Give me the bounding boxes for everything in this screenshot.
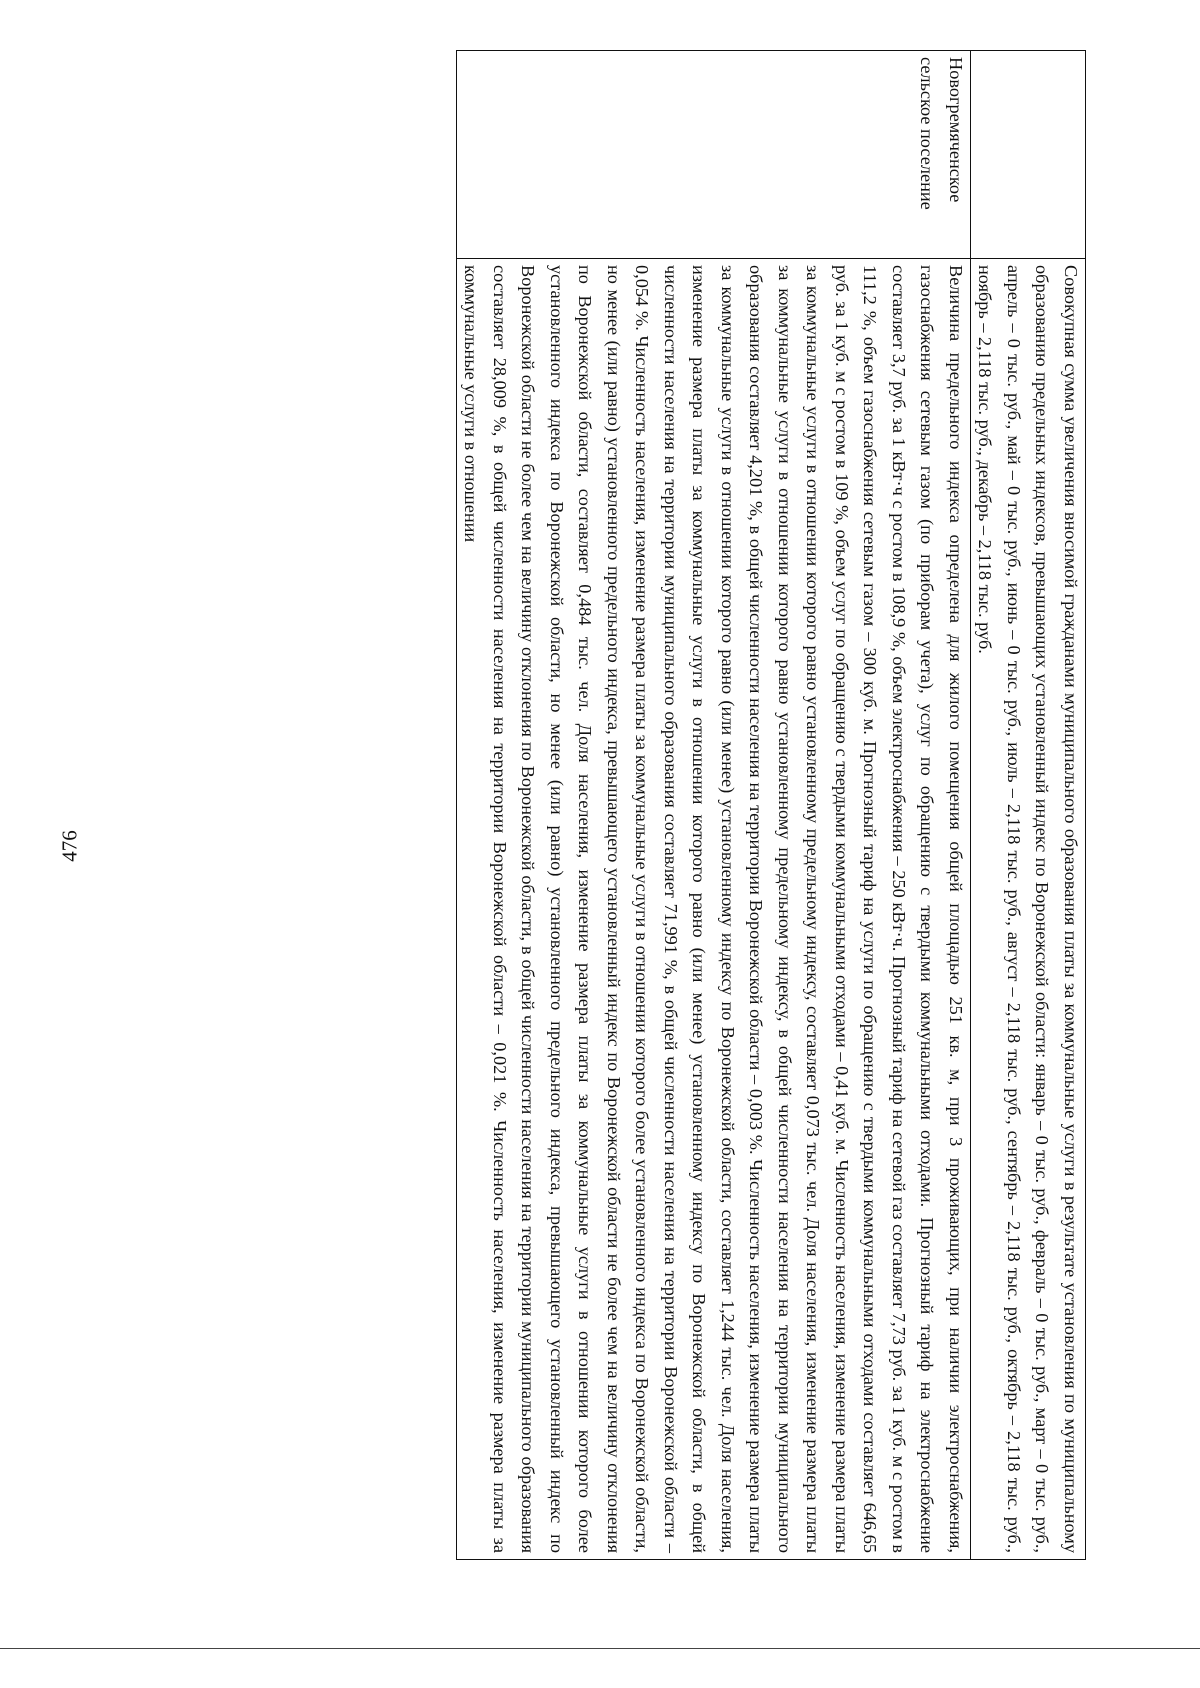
- description-cell: Совокупная сумма увеличения вносимой гражданами муниципального образования платы за коммунальные услуги в результате установления по муниципальному образованию предельных индексов, превышающих установленный индекс по Воронежской области: январь – 0 тыс. руб., февраль – 0 тыс. руб., март – 0 тыс. руб., апрель – 0 тыс. руб., май – 0 тыс. руб., июнь – 0 тыс. руб., июль – 2,118 тыс. руб., август – 2,118 тыс. руб., сентябрь – 2,118 тыс. руб., октябрь – 2,118 тыс. руб., ноябрь – 2,118 тыс. руб., декабрь – 2,118 тыс. руб.: [971, 259, 1086, 1560]
- page-number: 476: [57, 830, 82, 862]
- municipality-cell: [971, 51, 1086, 259]
- municipality-cell: Новогремяченское сельское поселение: [457, 51, 971, 259]
- table-row: [457, 51, 971, 1560]
- page-edge-divider: [0, 1648, 1200, 1649]
- description-cell: Величина предельного индекса определена для жилого помещения общей площадью 251 кв. м, при 3 проживающих, при наличии электроснабжения, газоснабжения сетевым газом (по приборам учета), услуг по обращению с твердыми коммунальными отходами. Прогнозный тариф на электроснабжение составляет 3,7 руб. за 1 кВт·ч с ростом в 108,9 %, объем электроснабжения – 250 кВт·ч. Прогнозный тариф на сетевой газ составляет 7,73 руб. за 1 куб. м с ростом в 111,2 %, объем газоснабжения сетевым газом – 300 куб. м. Прогнозный тариф на услуги по обращению с твердыми коммунальными отходами составляет 646,65 руб. за 1 куб. м с ростом в 109 %, объем услуг по обращению с твердыми коммунальными отходами – 0,41 куб. м. Численность населения, изменение размера платы за коммунальные услуги в отношении которого равно установленному предельному индексу, составляет 0,073 тыс. чел. Доля населения, изменение размера платы за коммунальные услуги в отношении которого равно установленному предельному индексу, в общей численности населения на территории муниципального образования составляет 4,201 %, в общей численности населения на территории Воронежской области – 0,003 %. Численность населения, изменение размера платы за коммунальные услуги в отношении которого равно (или менее) установленному индексу по Воронежской области, составляет 1,244 тыс. чел. Доля населения, изменение размера платы за коммунальные услуги в отношении которого равно (или менее) установленному индексу по Воронежской области, в общей численности населения на территории муниципального образования составляет 71,991 %, в общей численности населения на территории Воронежской области – 0,054 %. Численность населения, изменение размера платы за коммунальные услуги в отношении которого более установленного индекса по Воронежской области, но менее (или равно) установленного предельного индекса, превышающего установленный индекс по Воронежской области не более чем на величину отклонения по Воронежской области, составляет 0,484 тыс. чел. Доля населения, изменение размера платы за коммунальные услуги в отношении которого более установленного индекса по Воронежской области, но менее (или равно) установленного предельного индекса, превышающего установленный индекс по Воронежской области не более чем на величину отклонения по Воронежской области, в общей численности населения на территории муниципального образования составляет 28,009 %, в общей численности населения на территории Воронежской области – 0,021 %. Численность населения, изменение размера платы за коммунальные услуги в отношении: [457, 259, 971, 1560]
- table-row: [971, 51, 1086, 1560]
- tariff-table: [456, 50, 1086, 1560]
